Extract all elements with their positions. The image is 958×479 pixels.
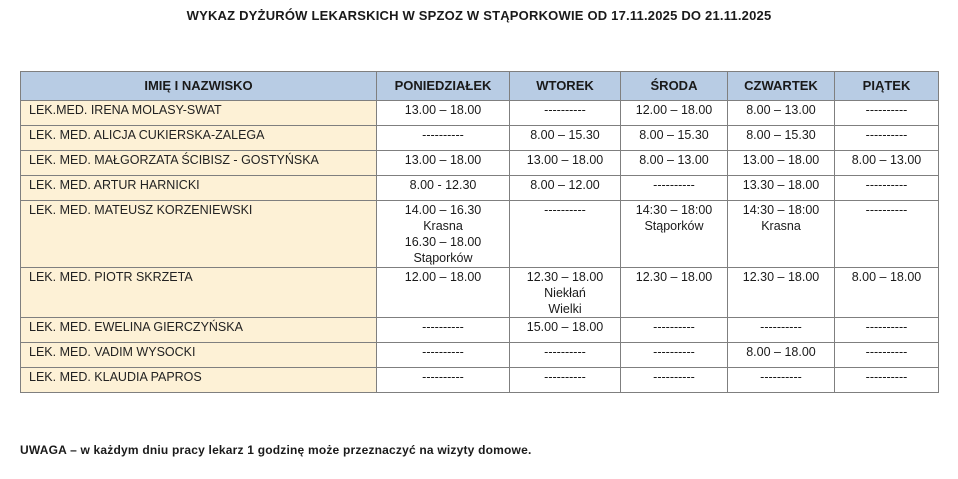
duty-hours-text: 8.00 – 13.00 bbox=[851, 153, 922, 167]
duty-hours-text: ---------- bbox=[865, 320, 908, 334]
table-body bbox=[21, 101, 939, 393]
duty-thursday bbox=[728, 101, 835, 126]
duty-wednesday bbox=[621, 126, 728, 151]
duty-tuesday bbox=[510, 151, 621, 176]
header-name: IMIĘ I NAZWISKO bbox=[21, 72, 377, 101]
table-row bbox=[21, 368, 939, 393]
duty-thursday bbox=[728, 176, 835, 201]
duty-hours-text: 8.00 – 15.30 bbox=[530, 128, 600, 142]
duty-monday bbox=[377, 151, 510, 176]
duty-monday bbox=[377, 368, 510, 393]
duty-monday bbox=[377, 268, 510, 318]
table-row bbox=[21, 318, 939, 343]
doctor-name: LEK. MED. VADIM WYSOCKI bbox=[21, 343, 377, 368]
duty-wednesday bbox=[621, 101, 728, 126]
duty-hours-text: Wielki bbox=[548, 302, 582, 316]
duty-hours-text: 8.00 – 13.00 bbox=[639, 153, 709, 167]
duty-friday bbox=[835, 343, 939, 368]
duty-tuesday bbox=[510, 176, 621, 201]
duty-wednesday bbox=[621, 176, 728, 201]
duty-hours-text: 8.00 – 18.00 bbox=[746, 345, 816, 359]
duty-tuesday bbox=[510, 318, 621, 343]
duty-thursday bbox=[728, 318, 835, 343]
table-header-row bbox=[21, 72, 939, 101]
table-row bbox=[21, 343, 939, 368]
duty-friday bbox=[835, 176, 939, 201]
duty-friday bbox=[835, 126, 939, 151]
duty-friday bbox=[835, 318, 939, 343]
duty-hours-text: Stąporków bbox=[644, 219, 704, 233]
duty-tuesday bbox=[510, 368, 621, 393]
duty-hours-text: Krasna bbox=[761, 219, 801, 233]
duty-tuesday bbox=[510, 201, 621, 268]
duty-hours-text: 15.00 – 18.00 bbox=[526, 320, 604, 334]
duty-thursday bbox=[728, 126, 835, 151]
duty-hours-text: ---------- bbox=[422, 128, 464, 142]
page-title: WYKAZ DYŻURÓW LEKARSKICH W SPZOZ W STĄPORKOWIE OD 17.11.2025 DO 21.11.2025 bbox=[186, 8, 772, 23]
duty-monday bbox=[377, 201, 510, 268]
duty-friday bbox=[835, 268, 939, 318]
duty-thursday bbox=[728, 343, 835, 368]
duty-hours-text: ---------- bbox=[422, 320, 464, 334]
duty-hours-text: 12.00 – 18.00 bbox=[404, 270, 482, 284]
duty-hours-text: 16.30 – 18.00 bbox=[404, 235, 482, 249]
doctor-name: LEK. MED. ALICJA CUKIERSKA-ZALEGA bbox=[21, 126, 377, 151]
duty-hours-text: 13.00 – 18.00 bbox=[404, 153, 482, 167]
table-row bbox=[21, 126, 939, 151]
duty-hours-text: ---------- bbox=[653, 178, 695, 192]
duty-hours-text: 8.00 – 18.00 bbox=[851, 270, 922, 284]
duty-tuesday bbox=[510, 268, 621, 318]
doctor-name: LEK. MED. MATEUSZ KORZENIEWSKI bbox=[21, 201, 377, 268]
duty-hours-text: Niekłań bbox=[544, 286, 586, 300]
header-tuesday: WTOREK bbox=[510, 72, 621, 101]
duty-wednesday bbox=[621, 343, 728, 368]
duty-hours-text: ---------- bbox=[653, 345, 695, 359]
duty-hours-text: ---------- bbox=[422, 370, 464, 384]
duty-tuesday bbox=[510, 126, 621, 151]
duty-hours-text: 13.00 – 18.00 bbox=[742, 153, 820, 167]
table-row bbox=[21, 201, 939, 268]
header-monday: PONIEDZIAŁEK bbox=[377, 72, 510, 101]
duty-hours-text: ---------- bbox=[865, 128, 908, 142]
duty-wednesday bbox=[621, 368, 728, 393]
note: UWAGA – w każdym dniu pracy lekarz 1 godzinę może przeznaczyć na wizyty domowe. bbox=[20, 443, 532, 457]
duty-schedule-table bbox=[20, 71, 939, 393]
duty-hours-text: ---------- bbox=[544, 370, 586, 384]
doctor-name: LEK. MED. MAŁGORZATA ŚCIBISZ - GOSTYŃSKA bbox=[21, 151, 377, 176]
duty-wednesday bbox=[621, 318, 728, 343]
table-row bbox=[21, 176, 939, 201]
duty-hours-text: 8.00 – 15.30 bbox=[746, 128, 816, 142]
doctor-name: LEK. MED. ARTUR HARNICKI bbox=[21, 176, 377, 201]
header-wednesday: ŚRODA bbox=[621, 72, 728, 101]
duty-friday bbox=[835, 368, 939, 393]
duty-hours-text: ---------- bbox=[653, 370, 695, 384]
duty-hours-text: 8.00 - 12.30 bbox=[409, 178, 477, 192]
duty-hours-text: ---------- bbox=[760, 370, 802, 384]
duty-monday bbox=[377, 126, 510, 151]
duty-hours-text: ---------- bbox=[544, 345, 586, 359]
duty-hours-text: ---------- bbox=[865, 203, 908, 217]
duty-hours-text: ---------- bbox=[760, 320, 802, 334]
duty-thursday bbox=[728, 268, 835, 318]
duty-hours-text: 8.00 – 13.00 bbox=[746, 103, 816, 117]
duty-wednesday bbox=[621, 201, 728, 268]
header-friday: PIĄTEK bbox=[835, 72, 939, 101]
duty-hours-text: ---------- bbox=[544, 203, 586, 217]
doctor-name: LEK.MED. IRENA MOLASY-SWAT bbox=[21, 101, 377, 126]
duty-hours-text: ---------- bbox=[865, 370, 908, 384]
duty-thursday bbox=[728, 201, 835, 268]
duty-monday bbox=[377, 318, 510, 343]
duty-thursday bbox=[728, 368, 835, 393]
duty-hours-text: 12.30 – 18.00 bbox=[742, 270, 820, 284]
duty-tuesday bbox=[510, 101, 621, 126]
duty-hours-text: ---------- bbox=[865, 103, 908, 117]
table-row bbox=[21, 151, 939, 176]
duty-hours-text: 14:30 – 18:00 bbox=[742, 203, 820, 217]
duty-hours-text: 8.00 – 12.00 bbox=[530, 178, 600, 192]
duty-hours-text: 13.00 – 18.00 bbox=[526, 153, 604, 167]
duty-friday bbox=[835, 201, 939, 268]
duty-hours-text: Krasna bbox=[423, 219, 463, 233]
header-thursday: CZWARTEK bbox=[728, 72, 835, 101]
duty-hours-text: 14:30 – 18:00 bbox=[635, 203, 713, 217]
doctor-name: LEK. MED. EWELINA GIERCZYŃSKA bbox=[21, 318, 377, 343]
duty-hours-text: 12.30 – 18.00 bbox=[526, 270, 604, 284]
duty-wednesday bbox=[621, 151, 728, 176]
doctor-name: LEK. MED. KLAUDIA PAPROS bbox=[21, 368, 377, 393]
duty-hours-text: ---------- bbox=[865, 178, 908, 192]
duty-hours-text: 12.30 – 18.00 bbox=[635, 270, 713, 284]
duty-monday bbox=[377, 176, 510, 201]
duty-thursday bbox=[728, 151, 835, 176]
duty-hours-text: ---------- bbox=[865, 345, 908, 359]
duty-monday bbox=[377, 101, 510, 126]
duty-hours-text: 14.00 – 16.30 bbox=[404, 203, 482, 217]
duty-wednesday bbox=[621, 268, 728, 318]
duty-hours-text: ---------- bbox=[544, 103, 586, 117]
duty-hours-text: 13.00 – 18.00 bbox=[404, 103, 482, 117]
duty-hours-text: 8.00 – 15.30 bbox=[639, 128, 709, 142]
doctor-name: LEK. MED. PIOTR SKRZETA bbox=[21, 268, 377, 318]
duty-friday bbox=[835, 101, 939, 126]
table-row bbox=[21, 268, 939, 318]
duty-hours-text: ---------- bbox=[422, 345, 464, 359]
duty-hours-text: ---------- bbox=[653, 320, 695, 334]
duty-tuesday bbox=[510, 343, 621, 368]
duty-monday bbox=[377, 343, 510, 368]
duty-friday bbox=[835, 151, 939, 176]
duty-hours-text: Stąporków bbox=[413, 251, 473, 265]
duty-hours-text: 13.30 – 18.00 bbox=[742, 178, 820, 192]
duty-hours-text: 12.00 – 18.00 bbox=[635, 103, 713, 117]
table-row bbox=[21, 101, 939, 126]
